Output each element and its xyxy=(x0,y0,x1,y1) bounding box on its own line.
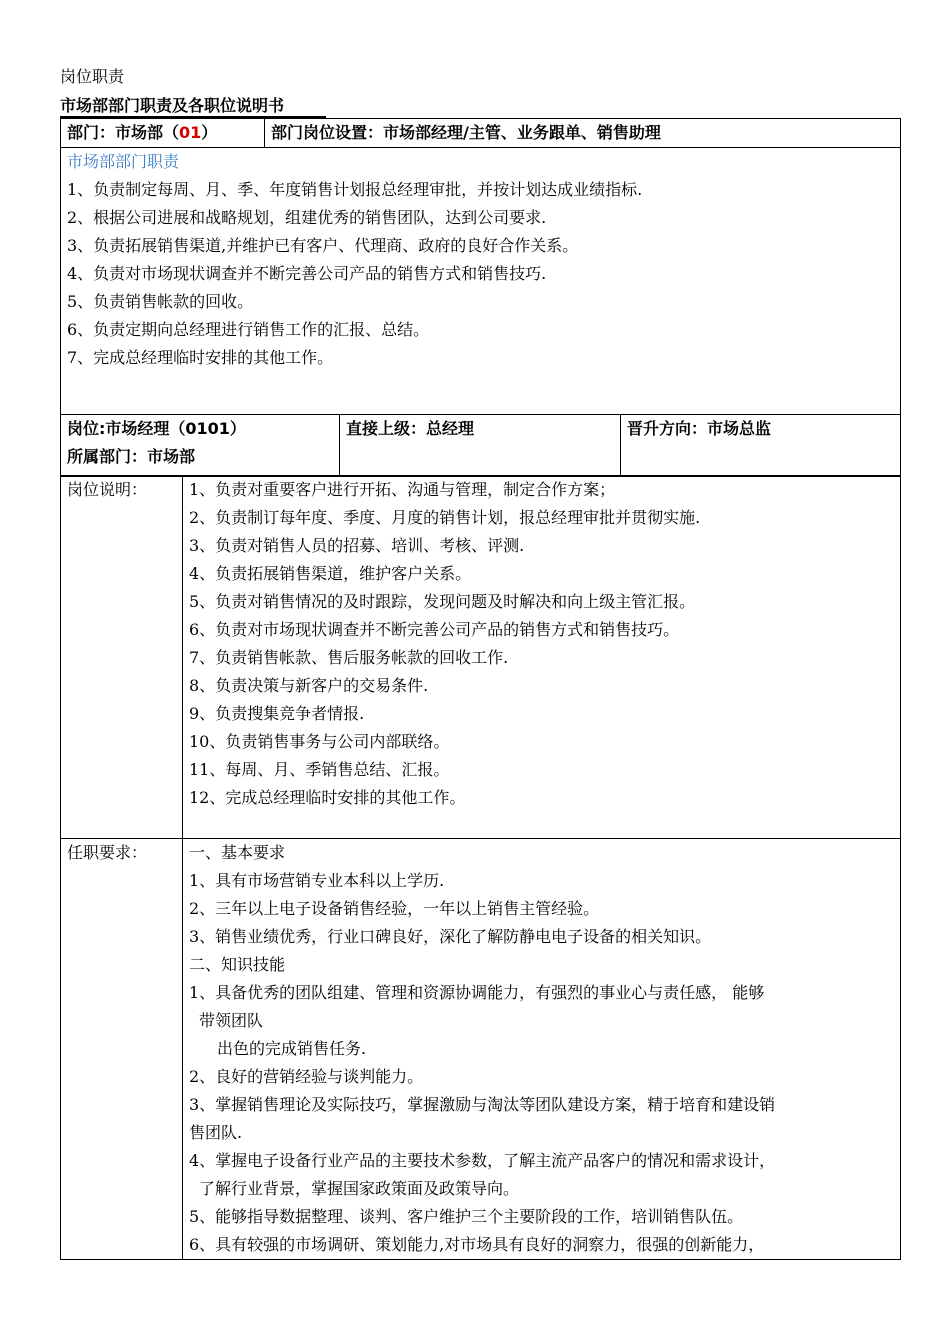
position-department: 所属部门：市场部 xyxy=(67,447,196,466)
description-label: 岗位说明： xyxy=(61,476,183,839)
description-item: 6、负责对市场现状调查并不断完善公司产品的销售方式和销售技巧。 xyxy=(189,620,680,639)
requirement-item: 1、具有市场营销专业本科以上学历. xyxy=(189,871,445,890)
department-cell xyxy=(61,119,265,148)
description-cell xyxy=(183,476,901,839)
description-item: 2、负责制订每年度、季度、月度的销售计划，报总经理审批并贯彻实施. xyxy=(189,508,701,527)
description-item: 5、负责对销售情况的及时跟踪，发现问题及时解决和向上级主管汇报。 xyxy=(189,592,696,611)
skill-item: 6、具有较强的市场调研、策划能力,对市场具有良好的洞察力，很强的创新能力， xyxy=(189,1235,765,1254)
requirement-item: 3、销售业绩优秀，行业口碑良好，深化了解防静电电子设备的相关知识。 xyxy=(189,927,712,946)
detail-table xyxy=(60,475,901,1260)
description-item: 11、每周、月、季销售总结、汇报。 xyxy=(189,760,450,779)
duty-item: 7、完成总经理临时安排的其他工作。 xyxy=(67,348,334,367)
department-table xyxy=(60,118,901,415)
superior-cell: 直接上级：总经理 xyxy=(340,415,621,477)
position-title: 岗位:市场经理（0101） xyxy=(67,419,246,438)
requirement-item: 2、三年以上电子设备销售经验，一年以上销售主管经验。 xyxy=(189,899,600,918)
department-duties-heading: 市场部部门职责 xyxy=(67,152,180,171)
top-label: 岗位职责 xyxy=(60,67,125,86)
description-item: 8、负责决策与新客户的交易条件. xyxy=(189,676,429,695)
requirements-label: 任职要求： xyxy=(61,839,183,1260)
positions-cell: 部门岗位设置：市场部经理/主管、业务跟单、销售助理 xyxy=(265,119,901,148)
skill-item-continued: 出色的完成销售任务. xyxy=(217,1039,367,1058)
skill-item-continued: 售团队. xyxy=(189,1123,243,1142)
basic-requirements-heading: 一、基本要求 xyxy=(189,843,286,862)
skills-heading: 二、知识技能 xyxy=(189,955,286,974)
department-duties-cell xyxy=(61,148,901,415)
description-item: 10、负责销售事务与公司内部联络。 xyxy=(189,732,450,751)
promotion-cell: 晋升方向：市场总监 xyxy=(621,415,901,477)
duty-item: 2、根据公司进展和战略规划，组建优秀的销售团队，达到公司要求. xyxy=(67,208,547,227)
department-label: 部门：市场部（ xyxy=(67,123,180,142)
skill-item: 5、能够指导数据整理、谈判、客户维护三个主要阶段的工作，培训销售队伍。 xyxy=(189,1207,744,1226)
description-item: 12、完成总经理临时安排的其他工作。 xyxy=(189,788,466,807)
document-title: 市场部部门职责及各职位说明书 xyxy=(60,96,285,115)
skill-item: 1、具备优秀的团队组建、管理和资源协调能力，有强烈的事业心与责任感， 能够 xyxy=(189,983,765,1002)
duty-item: 1、负责制定每周、月、季、年度销售计划报总经理审批，并按计划达成业绩指标. xyxy=(67,180,643,199)
department-code-close: ） xyxy=(201,123,218,142)
department-code: 01 xyxy=(179,123,202,142)
description-item: 4、负责拓展销售渠道，维护客户关系。 xyxy=(189,564,472,583)
skill-item: 2、良好的营销经验与谈判能力。 xyxy=(189,1067,424,1086)
skill-item: 3、掌握销售理论及实际技巧，掌握激励与淘汰等团队建设方案，精于培育和建设销 xyxy=(189,1095,776,1114)
duty-item: 6、负责定期向总经理进行销售工作的汇报、总结。 xyxy=(67,320,430,339)
duty-item: 4、负责对市场现状调查并不断完善公司产品的销售方式和销售技巧. xyxy=(67,264,547,283)
description-item: 1、负责对重要客户进行开拓、沟通与管理，制定合作方案； xyxy=(189,480,616,499)
description-item: 9、负责搜集竞争者情报. xyxy=(189,704,365,723)
description-item: 7、负责销售帐款、售后服务帐款的回收工作. xyxy=(189,648,509,667)
requirements-cell xyxy=(183,839,901,1260)
skill-item-continued: 了解行业背景，掌握国家政策面及政策导向。 xyxy=(199,1179,520,1198)
duty-item: 5、负责销售帐款的回收。 xyxy=(67,292,254,311)
skill-item-continued: 带领团队 xyxy=(199,1011,264,1030)
skill-item: 4、掌握电子设备行业产品的主要技术参数，了解主流产品客户的情况和需求设计， xyxy=(189,1151,776,1170)
position-table xyxy=(60,414,901,477)
position-cell xyxy=(61,415,340,477)
duty-item: 3、负责拓展销售渠道,并维护已有客户、代理商、政府的良好合作关系。 xyxy=(67,236,579,255)
description-item: 3、负责对销售人员的招募、培训、考核、评测. xyxy=(189,536,525,555)
